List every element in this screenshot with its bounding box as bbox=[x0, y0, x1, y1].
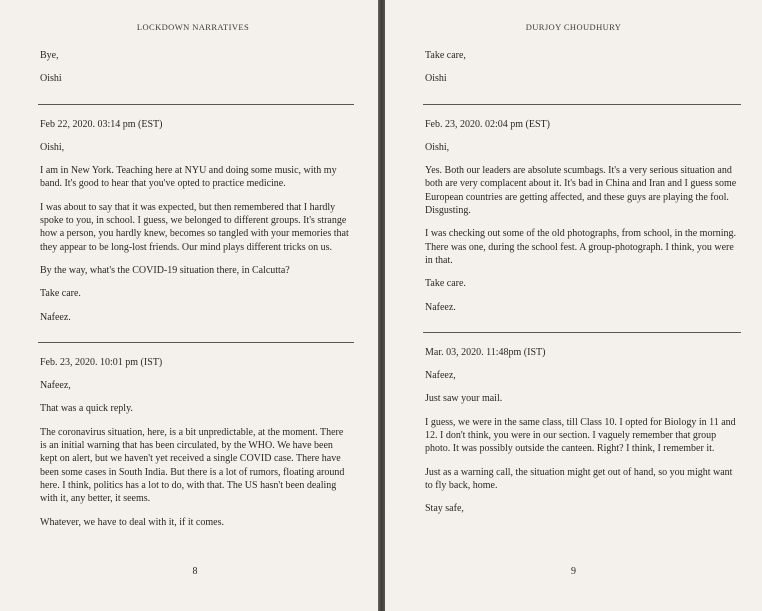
running-head: DURJOY CHOUDHURY bbox=[525, 22, 622, 32]
letter-salutation: Oishi, bbox=[425, 141, 450, 153]
letter-paragraph: I was checking out some of the old photographs, from school, in the morning. There was one, during the school fest. A group-photograph. I think, you were in that. bbox=[425, 228, 737, 266]
book-gutter bbox=[378, 0, 385, 611]
letter-paragraph: I guess, we were in the same class, till Class 10. I opted for Biology in 11 and 12. I don't think, you were in our section. I vaguely remember that group photo. It was possibly outside the canteen. Right? I think, I remember it. bbox=[425, 416, 736, 455]
letter-paragraph: I am in New York. Teaching here at NYU and doing some music, with my band. It's good to hear that you've opted to practice medicine. bbox=[40, 165, 337, 190]
letter-signature: Oishi bbox=[40, 73, 62, 85]
letter-divider bbox=[423, 332, 741, 333]
letter-paragraph: Just as a warning call, the situation might get out of hand, so you might want to fly back, home. bbox=[425, 466, 733, 491]
letter-paragraph: That was a quick reply. bbox=[40, 403, 133, 415]
letter-paragraph: Yes. Both our leaders are absolute scumbags. It's a very serious situation and both are very complacent about it. It's bad in China and Iran and I guess some European countries are getting affected, and these guys are playing the fool. Disgusting. bbox=[425, 165, 737, 217]
letter-closing: Take care. bbox=[425, 278, 466, 290]
running-head: LOCKDOWN NARRATIVES bbox=[136, 22, 250, 32]
page-number: 9 bbox=[571, 566, 576, 577]
letter-signature: Oishi bbox=[425, 73, 447, 85]
letter-date: Feb. 23, 2020. 02:04 pm (EST) bbox=[425, 118, 550, 130]
letter-signature: Nafeez. bbox=[40, 311, 71, 323]
page-number: 8 bbox=[192, 566, 198, 577]
letter-closing: Stay safe, bbox=[425, 503, 464, 515]
letter-salutation: Nafeez, bbox=[425, 370, 456, 382]
letter-signoff: Bye, bbox=[40, 50, 59, 61]
letter-salutation: Nafeez, bbox=[40, 380, 71, 392]
page-content bbox=[425, 49, 739, 526]
letter-date: Feb 22, 2020. 03:14 pm (EST) bbox=[40, 118, 163, 130]
letter-divider bbox=[38, 342, 354, 343]
letter-paragraph: Whatever, we have to deal with it, if it comes. bbox=[40, 516, 224, 528]
letter-signoff: Take care, bbox=[425, 50, 466, 61]
letter-date: Feb. 23, 2020. 10:01 pm (IST) bbox=[40, 356, 163, 368]
letter-paragraph: By the way, what's the COVID-19 situation there, in Calcutta? bbox=[40, 264, 290, 276]
letter-divider bbox=[423, 104, 741, 105]
letter-paragraph: Just saw your mail. bbox=[425, 393, 503, 405]
letter-closing: Take care. bbox=[40, 288, 81, 300]
left-page bbox=[0, 0, 378, 611]
letter-divider bbox=[38, 104, 354, 105]
letter-date: Mar. 03, 2020. 11:48pm (IST) bbox=[425, 346, 546, 358]
letter-paragraph: I was about to say that it was expected, but then remembered that I hardly spoke to you, in school. I guess, we belonged to different groups. It's strange how a person, you hardly knew, becomes so tangled with your memories that they appear to be long-lost friends. Our mind plays different tricks on us. bbox=[40, 201, 349, 253]
letter-salutation: Oishi, bbox=[40, 141, 65, 153]
letter-paragraph: The coronavirus situation, here, is a bit unpredictable, at the moment. There is an initial warning that has been circulated, by the WHO. We have been kept on alert, but we haven't yet received a single COVID case. There have been some cases in South India. But there is a lot of rumors, floating around here. I think, politics has a lot to do, with that. The US hasn't been dealing with it, any better, it seems. bbox=[40, 426, 345, 505]
letter-signature: Nafeez. bbox=[425, 301, 456, 313]
right-page bbox=[385, 0, 762, 611]
page-content bbox=[40, 49, 352, 539]
